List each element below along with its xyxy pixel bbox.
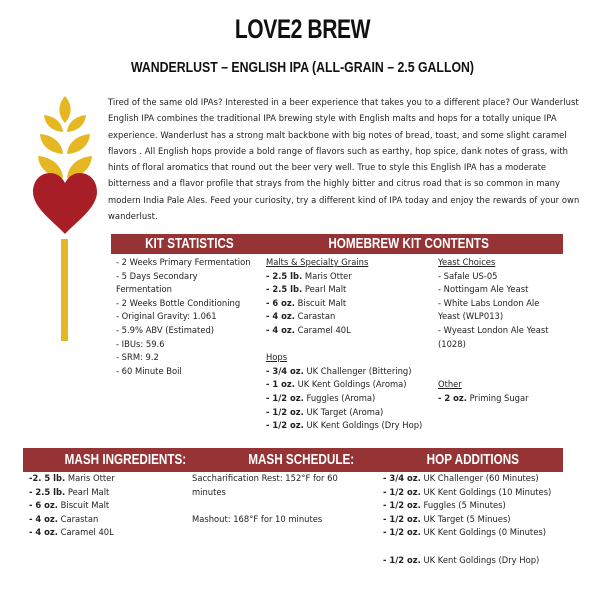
malt-item: - 4 oz. Caramel 40L [266,324,351,335]
kit-statistics-list [116,256,254,378]
stat-item: - IBUs: 59.6 [116,338,165,349]
stat-item: - 5.9% ABV (Estimated) [116,324,215,335]
mash-step: Mashout: 168°F for 10 minutes [192,513,323,524]
hop-addition-item: - 1/2 oz. UK Kent Goldings (10 Minutes) [383,486,552,497]
wheat-heart-icon [30,94,100,344]
stat-item: - 60 Minute Boil [116,365,182,376]
intro-description: Tired of the same old IPAs? Interested in a beer experience that takes you to a different place? Our Wanderlust English IPA combines the traditional IPA brewing style with English malts and hops for a totally unique IPA experience. Wanderlust has a strong malt backbone with big notes of bread, toast, and some slight caramel flavors . All English hops provide a bold range of flavors such as earthy, hop spice, dank notes of grass, with hints of floral aromatics that round out the beer very well. True to style this English IPA has a moderate bitterness and a flavor profile that strays from the highly bitter and citrus road that is so common in many modern India Pale Ales. Feed your curiosity, try a different kind of IPA today and enjoy the rewards of your own wanderlust. [108,97,580,222]
recipe-title: WANDERLUST – ENGLISH IPA (ALL-GRAIN – 2.5 GALLON) [130,59,475,76]
mash-schedule-heading: MASH SCHEDULE: [248,451,355,468]
hop-addition-item: - 1/2 oz. UK Target (5 Minues) [383,513,511,524]
hop-addition-item: - 3/4 oz. UK Challenger (60 Minutes) [383,473,539,483]
yeast-item: - Safale US-05 [438,270,498,281]
top-section-header-bar [111,234,563,254]
mash-ingredient-item: - 4 oz. Caramel 40L [29,527,114,538]
hop-additions-list [383,472,565,567]
kit-contents-yeast-other [438,256,562,406]
malts-heading: Malts & Specialty Grains [266,257,369,267]
other-item: - 2 oz. Priming Sugar [438,392,529,403]
hop-addition-item: - 1/2 oz. UK Kent Goldings (Dry Hop) [383,554,540,565]
stat-item: - SRM: 9.2 [116,352,159,363]
mash-step: Saccharification Rest: 152°F for 60 minutes [192,473,338,497]
hop-additions-heading: HOP ADDITIONS [426,451,520,468]
mash-ingredient-item: - 4 oz. Carastan [29,513,99,524]
hop-addition-item: - 1/2 oz. Fuggles (5 Minutes) [383,500,506,511]
kit-contents-grains-hops [266,256,436,433]
hop-item: - 1/2 oz. UK Kent Goldings (Dry Hop) [266,420,423,431]
yeast-item: - Nottingam Ale Yeast [438,284,529,295]
mash-ingredients-heading: MASH INGREDIENTS: [64,451,187,468]
hop-item: - 1/2 oz. UK Target (Aroma) [266,406,384,417]
hop-item: - 1 oz. UK Kent Goldings (Aroma) [266,379,407,390]
mash-schedule-list [192,472,364,526]
stat-item: - Original Gravity: 1.061 [116,311,217,322]
hop-addition-item: - 1/2 oz. UK Kent Goldings (0 Minutes) [383,527,546,538]
yeast-heading: Yeast Choices [438,257,496,267]
stat-item: - 5 Days Secondary Fermentation [116,270,198,295]
brand-title: LOVE2 BREW [234,14,371,44]
stat-item: - 2 Weeks Bottle Conditioning [116,297,241,308]
malt-item: - 2.5 lb. Maris Otter [266,270,352,281]
malt-item: - 4 oz. Carastan [266,311,336,322]
kit-statistics-heading: KIT STATISTICS [145,235,234,252]
other-heading: Other [438,379,462,390]
malt-item: - 2.5 lb. Pearl Malt [266,284,347,295]
mash-ingredient-item: - 6 oz. Biscuit Malt [29,500,110,511]
hops-heading: Hops [266,352,288,363]
mash-ingredient-item: - 2.5 lb. Pearl Malt [29,486,110,497]
yeast-item: - White Labs London Ale Yeast (WLP013) [438,297,540,322]
hop-item: - 3/4 oz. UK Challenger (Bittering) [266,365,412,376]
hop-item: - 1/2 oz. Fuggles (Aroma) [266,392,376,403]
yeast-item: - Wyeast London Ale Yeast (1028) [438,324,549,349]
malt-item: - 6 oz. Biscuit Malt [266,297,347,308]
mash-ingredients-list [29,472,179,540]
bottom-section-header-bar [23,448,563,472]
kit-contents-heading: HOMEBREW KIT CONTENTS [328,235,489,252]
mash-ingredient-item: -2. 5 lb. Maris Otter [29,473,115,483]
stat-item: - 2 Weeks Primary Fermentation [116,257,251,267]
